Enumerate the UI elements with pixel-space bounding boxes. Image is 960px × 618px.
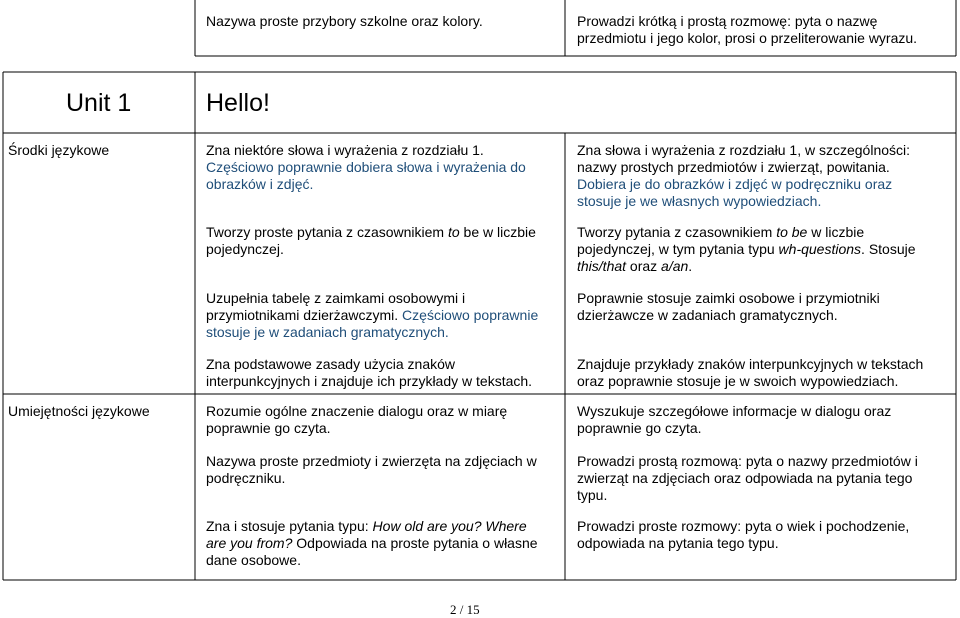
- category-srodki-jezykowe: Środki językowe: [8, 142, 110, 158]
- umiejetnosci-col2-item-2: Nazywa proste przedmioty i zwierzęta na zdjęciach w podręczniku.: [206, 453, 537, 486]
- srodki-col3-item-2: Tworzy pytania z czasownikiem to be w liczbie pojedynczej, w tym pytania typu wh-questions. Stosuje this/that oraz a/an.: [577, 224, 916, 274]
- srodki-col2-item-3: Uzupełnia tabelę z zaimkami osobowymi i przymiotnikami dzierżawczymi. Częściowo poprawnie stosuje je w zadaniach gramatycznych.: [206, 290, 539, 340]
- umiejetnosci-col3-item-3: Prowadzi proste rozmowy: pyta o wiek i pochodzenie, odpowiada na pytania tego typu.: [577, 518, 910, 551]
- srodki-col2-item-4: Zna podstawowe zasady użycia znaków interpunkcyjnych i znajduje ich przykłady w tekstach.: [206, 356, 533, 389]
- top-row-col3-text: Prowadzi krótką i prostą rozmowę: pyta o nazwę przedmiotu i jego kolor, prosi o przeliterowanie wyrazu.: [577, 13, 918, 46]
- umiejetnosci-col2-item-3: Zna i stosuje pytania typu: How old are you? Where are you from? Odpowiada na proste pytania o własne dane osobowe.: [206, 518, 538, 568]
- srodki-col3-item-1: Zna słowa i wyrażenia z rozdziału 1, w szczególności: nazwy prostych przedmiotów i zwierząt, powitania. Dobiera je do obrazków i zdjęć w podręczniku oraz stosuje je we własnych wypowiedziach.: [577, 142, 911, 209]
- umiejetnosci-col2-item-1: Rozumie ogólne znaczenie dialogu oraz w miarę poprawnie go czyta.: [206, 403, 508, 436]
- srodki-col3-item-3: Poprawnie stosuje zaimki osobowe i przymiotniki dzierżawcze w zadaniach gramatycznych.: [577, 290, 880, 323]
- srodki-col3-item-4: Znajduje przykłady znaków interpunkcyjnych w tekstach oraz poprawnie stosuje je w swoich wypowiedziach.: [577, 356, 924, 389]
- unit-title: Hello!: [206, 89, 270, 117]
- unit-label: Unit 1: [66, 89, 132, 117]
- top-row-col2-text: Nazywa proste przybory szkolne oraz kolory.: [206, 13, 483, 29]
- category-umiejetnosci-jezykowe: Umiejętności językowe: [8, 403, 150, 419]
- page-number: 2 / 15: [450, 602, 480, 617]
- srodki-col2-item-2: Tworzy proste pytania z czasownikiem to be w liczbie pojedynczej.: [206, 224, 536, 257]
- srodki-col2-item-1: Zna niektóre słowa i wyrażenia z rozdziału 1. Częściowo poprawnie dobiera słowa i wyrażenia do obrazków i zdjęć.: [206, 142, 526, 192]
- umiejetnosci-col3-item-1: Wyszukuje szczegółowe informacje w dialogu oraz poprawnie go czyta.: [577, 403, 892, 436]
- umiejetnosci-col3-item-2: Prowadzi prostą rozmową: pyta o nazwy przedmiotów i zwierząt na zdjęciach oraz odpowiada na pytania tego typu.: [577, 453, 918, 503]
